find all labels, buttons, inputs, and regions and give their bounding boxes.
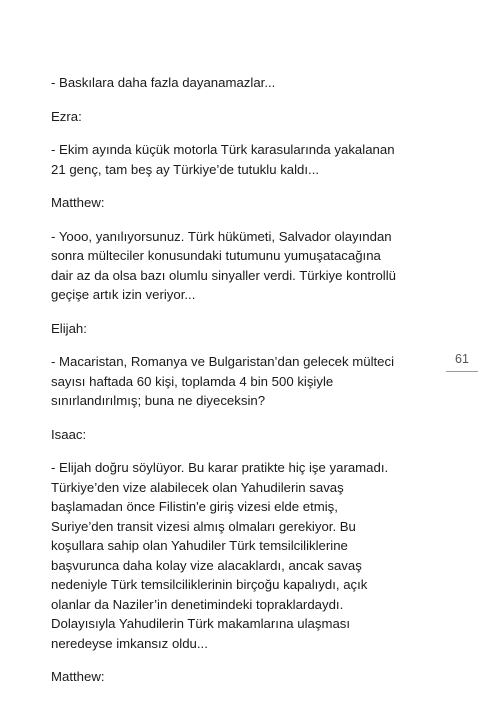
- dialogue-line: - Ekim ayında küçük motorla Türk karasularında yakalanan 21 genç, tam beş ay Türkiye’de tutuklu kaldı...: [51, 142, 395, 177]
- dialogue-line: - Macaristan, Romanya ve Bulgaristan’dan gelecek mülteci sayısı haftada 60 kişi, toplamda 4 bin 500 kişiyle sınırlandırılmış; buna ne diyeceksin?: [51, 354, 395, 408]
- dialogue-line: - Yooo, yanılıyorsunuz. Türk hükümeti, Salvador olayından sonra mülteciler konusundaki tutumunu yumuşatacağına dair az da olsa bazı olumlu sinyaller verdi. Türkiye kontrollü geçişe artık izin veriyor...: [51, 228, 396, 302]
- speaker-name: Isaac:: [51, 426, 87, 442]
- speaker-name: Matthew:: [51, 669, 105, 684]
- dialogue-line: - Baskılara daha fazla dayanamazlar...: [51, 75, 276, 90]
- page-number: 61: [455, 352, 469, 366]
- text-column: [51, 73, 401, 701]
- speaker-name: Elijah:: [51, 320, 87, 336]
- dialogue-line: - Elijah doğru söylüyor. Bu karar pratikte hiç işe yaramadı. Türkiye’den vize alabilecek olan Yahudilerin savaş başlamadan önce Filistin'e giriş vizesi elde etmiş, Suriye’den transit vizesi almış olmaları gerekiyor. Bu koşullara sahip olan Yahudiler Türk temsilciliklerine başvurunca daha kolay vize alacaklardı, ancak savaş nedeniyle Türk temsilciliklerinin birçoğu kapalıydı, açık olanlar da Naziler’in denetimindeki topraklardaydı. Dolayısıyla Yahudilerin Türk makamlarına ulaşması neredeyse imkansız oldu...: [51, 460, 389, 651]
- speaker-name: Matthew:: [51, 195, 105, 210]
- speaker-name: Ezra:: [51, 108, 82, 124]
- page-number-rule: [446, 371, 478, 372]
